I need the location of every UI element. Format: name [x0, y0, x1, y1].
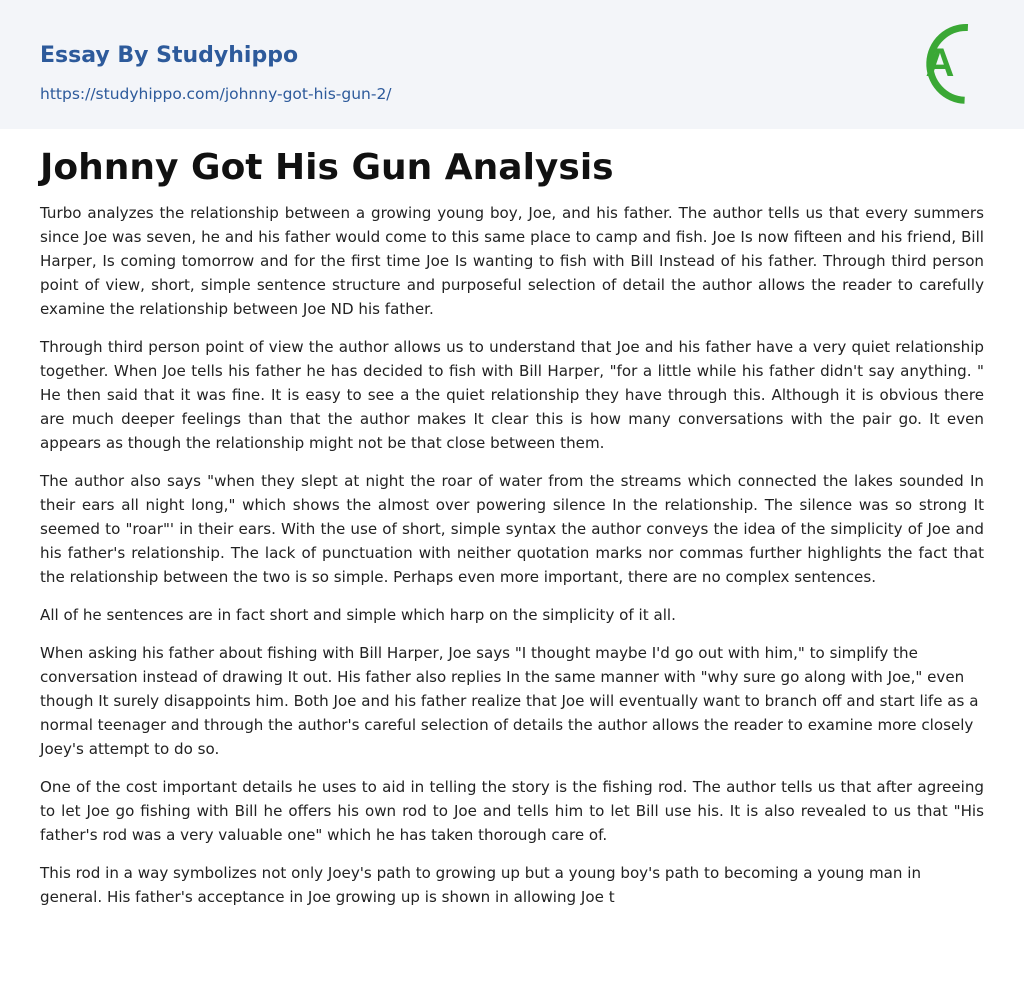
paragraph-3: The author also says "when they slept at night the roar of water from the streams which connected the lakes sounded In their ears all night long," which shows the almost over powering silence In the relationship. The silence was so strong It seemed to "roar"' in their ears. With the use of short, simple syntax the author conveys the idea of the simplicity of Joe and his father's relationship. The lack of punctuation with neither quotation marks nor commas further highlights the fact that the relationship between the two is so simple. Perhaps even more important, there are no complex sentences.	[40, 472, 984, 586]
logo-letter: A	[925, 41, 955, 85]
paragraph-7: This rod in a way symbolizes not only Joey's path to growing up but a young boy's path to becoming a young man in general. His father's acceptance in Joe growing up is shown in allowing Joe t	[40, 864, 922, 906]
source-url-link[interactable]: https://studyhippo.com/johnny-got-his-gun-2/	[40, 85, 392, 103]
site-header	[0, 0, 1024, 129]
paragraph-2: Through third person point of view the author allows us to understand that Joe and his father have a very quiet relationship together. When Joe tells his father he has decided to fish with Bill Harper, "for a little while his father didn't say anything. " He then said that it was fine. It is easy to see a the quiet relationship they have through this. Although it is obvious there are much deeper feelings than that the author makes It clear this is how many conversations with the pair go. It even appears as though the relationship might not be that close between them.	[40, 338, 984, 452]
paragraph-5: When asking his father about fishing with Bill Harper, Joe says "I thought maybe I'd go out with him," to simplify the conversation instead of drawing It out. His father also replies In the same manner with "why sure go along with Joe," even though It surely disappoints him. Both Joe and his father realize that Joe will eventually want to branch off and start life as a normal teenager and through the author's careful selection of details the author allows the reader to examine more closely Joey's attempt to do so.	[40, 644, 979, 758]
article	[0, 148, 1024, 909]
paragraph-4: All of he sentences are in fact short and simple which harp on the simplicity of it all.	[40, 606, 676, 624]
paragraph-6: One of the cost important details he uses to aid in telling the story is the fishing rod. The author tells us that after agreeing to let Joe go fishing with Bill he offers his own rod to Joe and tells him to let Bill use his. It is also revealed to us that "His father's rod was a very valuable one" which he has taken thorough care of.	[40, 778, 984, 844]
studyhippo-logo-icon[interactable]	[912, 19, 986, 105]
brand-title[interactable]: Essay By Studyhippo	[40, 43, 299, 68]
paragraph-1: Turbo analyzes the relationship between a growing young boy, Joe, and his father. The author tells us that every summers since Joe was seven, he and his father would come to this same place to camp and fish. Joe Is now fifteen and his friend, Bill Harper, Is coming tomorrow and for the first time Joe Is wanting to fish with Bill Instead of his father. Through third person point of view, short, simple sentence structure and purposeful selection of detail the author allows the reader to carefully examine the relationship between Joe ND his father.	[40, 204, 984, 318]
page-title: Johnny Got His Gun Analysis	[40, 147, 614, 188]
